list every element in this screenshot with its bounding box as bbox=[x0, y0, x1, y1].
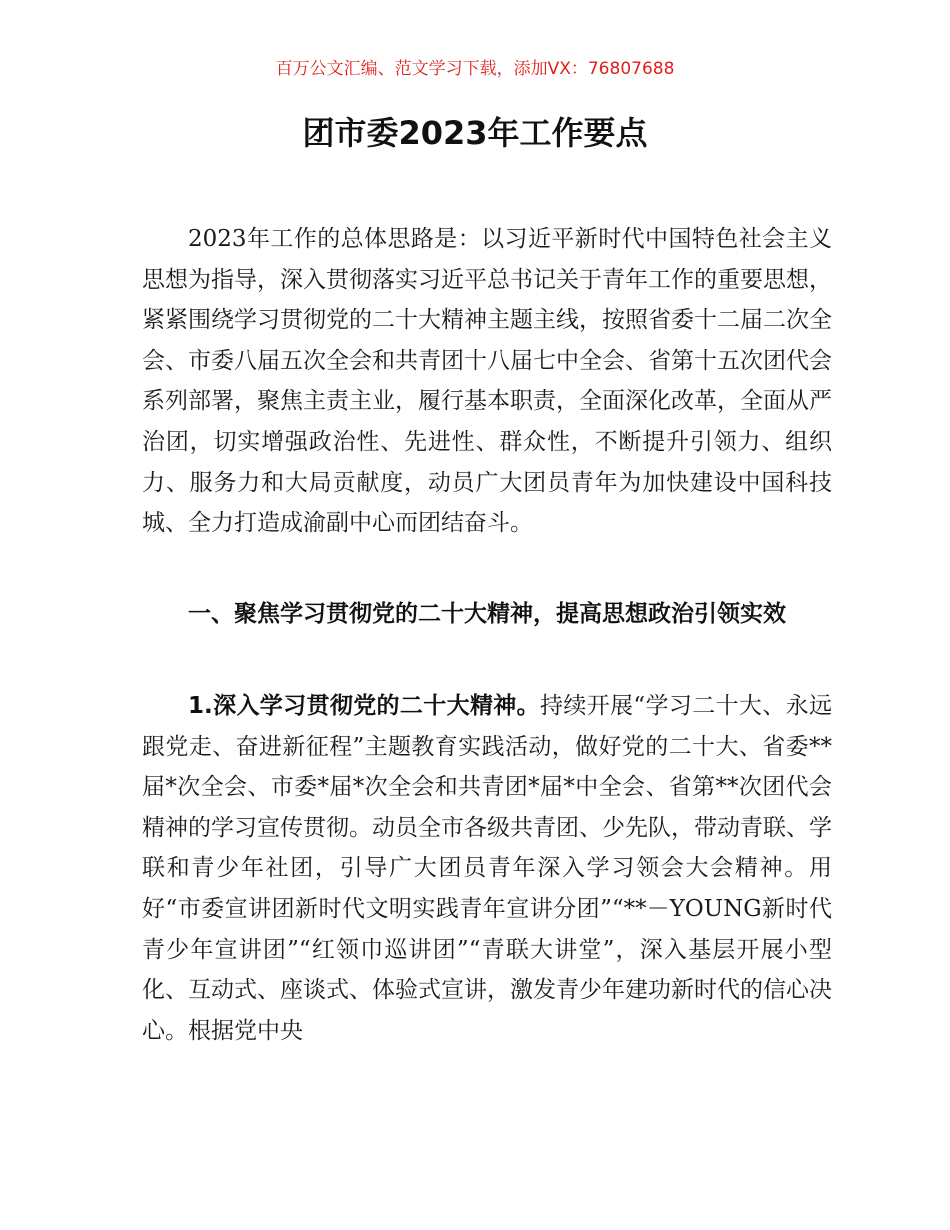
intro-paragraph: 2023年工作的总体思路是：以习近平新时代中国特色社会主义思想为指导，深入贯彻落实习近平总书记关于青年工作的重要思想，紧紧围绕学习贯彻党的二十大精神主题主线，按照省委十二届二次全会、市委八届五次全会和共青团十八届七中全会、省第十五次团代会系列部署，聚焦主责主业，履行基本职责，全面深化改革，全面从严治团，切实增强政治性、先进性、群众性，不断提升引领力、组织力、服务力和大局贡献度，动员广大团员青年为加快建设中国科技城、全力打造成渝副中心而团结奋斗。 bbox=[142, 226, 832, 537]
watermark-header: 百万公文汇编、范文学习下载，添加VX：76807688 bbox=[275, 59, 675, 79]
item-1-body: 持续开展“学习二十大、永远跟党走、奋进新征程”主题教育实践活动，做好党的二十大、省委**届*次全会、市委*届*次全会和共青团*届*中全会、省第**次团代会精神的学习宣传贯彻。动员全市各级共青团、少先队，带动青联、学联和青少年社团，引导广大团员青年深入学习领会大会精神。用好“市委宣讲团新时代文明实践青年宣讲分团”“**－YOUNG新时代青少年宣讲团”“红领巾巡讲团”“青联大讲堂”，深入基层开展小型化、互动式、座谈式、体验式宣讲，激发青少年建功新时代的信心决心。根据党中央 bbox=[142, 693, 832, 1044]
item-1-paragraph bbox=[142, 686, 832, 1051]
item-1-lead: 1.深入学习贯彻党的二十大精神。 bbox=[188, 693, 541, 719]
page-title: 团市委2023年工作要点 bbox=[302, 114, 648, 152]
section-heading-1: 一、聚焦学习贯彻党的二十大精神，提高思想政治引领实效 bbox=[188, 601, 786, 627]
